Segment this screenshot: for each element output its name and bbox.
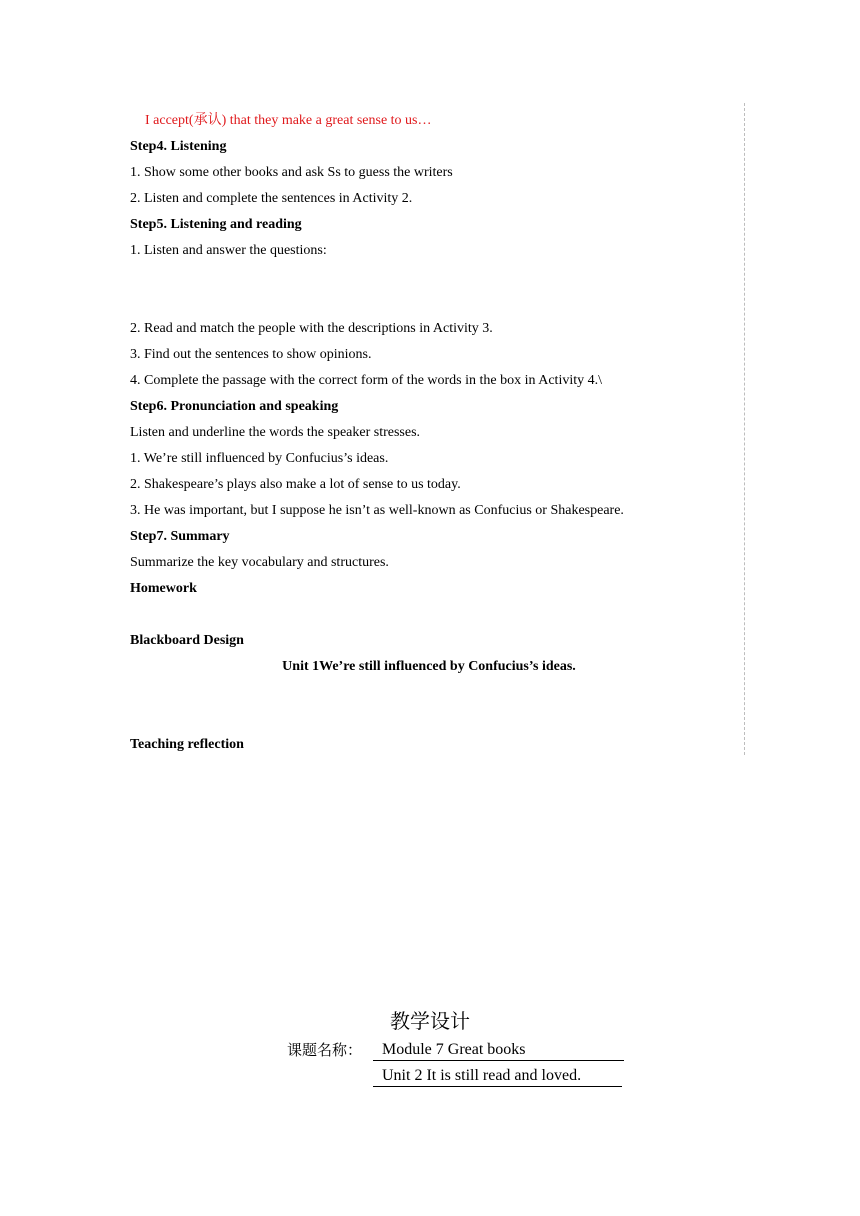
reflection-heading: Teaching reflection	[130, 737, 244, 752]
lesson-body	[130, 108, 730, 758]
step5-item-4: 4. Complete the passage with the correct form of the words in the box in Activity 4.\	[130, 373, 603, 388]
step5-item-1: 1. Listen and answer the questions:	[130, 243, 327, 258]
table-right-border	[744, 103, 745, 755]
topic-unit: Unit 2 It is still read and loved.	[373, 1066, 622, 1087]
blackboard-heading: Blackboard Design	[130, 633, 244, 648]
step7-text: Summarize the key vocabulary and structures.	[130, 555, 389, 570]
step5-item-3: 3. Find out the sentences to show opinions.	[130, 347, 372, 362]
step4-heading: Step4. Listening	[130, 139, 227, 154]
step6-item-2: 2. Shakespeare’s plays also make a lot of sense to us today.	[130, 477, 461, 492]
red-note: I accept(承认) that they make a great sense to us…	[145, 113, 432, 128]
step6-item-1: 1. We’re still influenced by Confucius’s ideas.	[130, 451, 389, 466]
blackboard-title: Unit 1We’re still influenced by Confucius’s ideas.	[282, 659, 576, 674]
design-title: 教学设计	[390, 1009, 470, 1033]
blank-line	[130, 290, 730, 316]
step6-heading: Step6. Pronunciation and speaking	[130, 399, 339, 414]
step5-item-2: 2. Read and match the people with the descriptions in Activity 3.	[130, 321, 493, 336]
topic-label: 课题名称：	[287, 1041, 363, 1059]
step7-heading: Step7. Summary	[130, 529, 230, 544]
topic-module: Module 7 Great books	[373, 1040, 624, 1061]
blank-line	[130, 602, 730, 628]
step4-item-1: 1. Show some other books and ask Ss to guess the writers	[130, 165, 453, 180]
step6-intro: Listen and underline the words the speaker stresses.	[130, 425, 421, 440]
blank-line	[130, 680, 730, 706]
step5-heading: Step5. Listening and reading	[130, 217, 302, 232]
blank-line	[130, 706, 730, 732]
homework-heading: Homework	[130, 581, 197, 596]
step4-item-2: 2. Listen and complete the sentences in Activity 2.	[130, 191, 413, 206]
blank-line	[130, 264, 730, 290]
step6-item-3: 3. He was important, but I suppose he isn’t as well-known as Confucius or Shakespeare.	[130, 503, 624, 518]
